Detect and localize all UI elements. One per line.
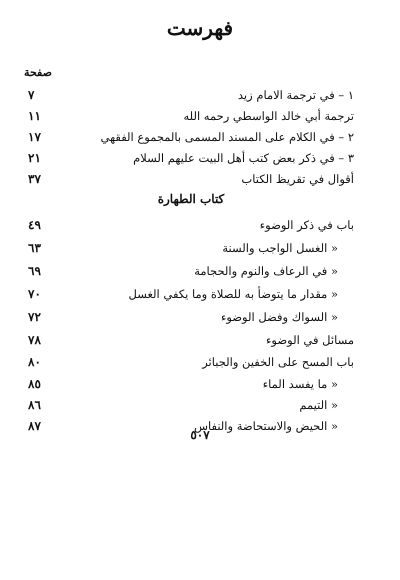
- toc-entry-page: ٨٦: [28, 398, 41, 412]
- toc-entry: [28, 86, 354, 104]
- toc-entry: [28, 216, 354, 234]
- toc-entry-page: ١٧: [28, 130, 41, 144]
- toc-entry: [28, 107, 354, 125]
- toc-entry-page: ١١: [28, 109, 41, 123]
- toc-entry: [28, 353, 354, 371]
- page-column-header: صفحة: [24, 66, 52, 79]
- toc-entry: [28, 239, 354, 257]
- toc-entry: [28, 285, 354, 303]
- toc-entry-text: باب في ذكر الوضوء: [259, 218, 354, 232]
- toc-entry-text: باب المسح على الخفين والجبائر: [202, 355, 354, 369]
- toc-entry: [28, 170, 354, 188]
- toc-entry-page: ٦٩: [28, 264, 41, 278]
- toc-entry-text: أقوال في تقريظ الكتاب: [241, 172, 354, 186]
- page-number: ٥٠٧: [190, 428, 210, 442]
- toc-entry-text: ٣ – في ذكر بعض كتب أهل البيت عليهم السلام: [133, 151, 354, 165]
- section-heading: كتاب الطهارة: [157, 192, 225, 206]
- toc-entry: [28, 149, 354, 167]
- toc-entry: [28, 375, 354, 393]
- toc-entry-text: « السواك وفضل الوضوء: [220, 310, 338, 324]
- toc-entry-page: ٨٥: [28, 377, 41, 391]
- toc-entry-page: ٧: [28, 88, 35, 102]
- toc-entry-text: « ما يفسد الماء: [262, 377, 338, 391]
- toc-entry-page: ٧٨: [28, 333, 41, 347]
- toc-entry: [28, 331, 354, 349]
- toc-entry-text: ترجمة أبي خالد الواسطي رحمه الله: [183, 109, 354, 123]
- toc-entry: [28, 396, 354, 414]
- toc-entry-text: ٢ – في الكلام على المسند المسمى بالمجموع الفقهي: [100, 130, 354, 144]
- toc-entry-page: ٢١: [28, 151, 41, 165]
- toc-entry-page: ٧٢: [28, 310, 41, 324]
- table-of-contents: [28, 86, 354, 433]
- toc-entry-page: ٤٩: [28, 218, 41, 232]
- toc-entry: [28, 128, 354, 146]
- toc-entry-text: « الحيض والاستحاضة والنفاس: [193, 419, 338, 433]
- toc-entry-text: « التيمم: [299, 398, 338, 412]
- toc-entry: [28, 262, 354, 280]
- toc-entry: [28, 308, 354, 326]
- toc-entry-text: « في الرعاف والنوم والحجامة: [194, 264, 338, 278]
- toc-entry-page: ٣٧: [28, 172, 41, 186]
- toc-entry-text: « الغسل الواجب والسنة: [222, 241, 338, 255]
- toc-entry-page: ٦٣: [28, 241, 41, 255]
- toc-entry-page: ٨٧: [28, 419, 41, 433]
- toc-entry-text: « مقدار ما يتوضأ به للصلاة وما يكفي الغسل: [128, 287, 338, 301]
- toc-entry-page: ٧٠: [28, 287, 41, 301]
- toc-entry-text: مسائل في الوضوء: [266, 333, 354, 347]
- page-title: فهرست: [166, 16, 234, 40]
- toc-entry-page: ٨٠: [28, 355, 41, 369]
- toc-entry-text: ١ – في ترجمة الامام زيد: [237, 88, 354, 102]
